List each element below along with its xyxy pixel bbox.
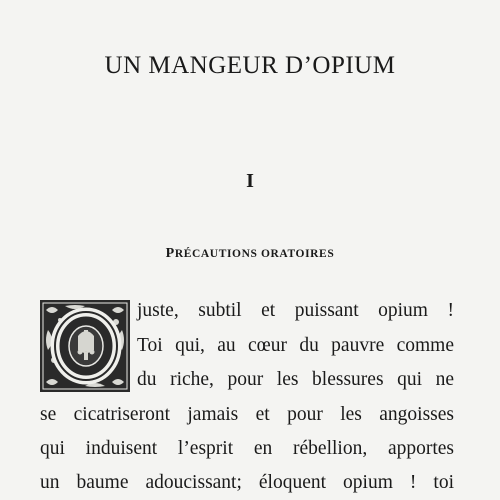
text-line-3: du riche, pour les blessures qui ne xyxy=(137,369,454,390)
chapter-number: I xyxy=(246,170,254,192)
section-heading-rest: RÉCAUTIONS ORATOIRES xyxy=(174,248,335,260)
text-line-6: un baume adoucissant; éloquent opium ! toi xyxy=(40,472,454,493)
section-heading xyxy=(0,246,500,262)
text-line-4: se cicatriseront jamais et pour les angoisses xyxy=(40,404,454,425)
ornamental-dropcap-o xyxy=(40,300,130,392)
book-title: UN MANGEUR D’OPIUM xyxy=(104,52,396,79)
section-heading-initial: P xyxy=(165,246,175,261)
text-line-1: juste, subtil et puissant opium ! xyxy=(137,300,454,321)
text-line-5: qui induisent l’esprit en rébellion, apportes xyxy=(40,438,454,459)
dropcap-letter: O xyxy=(85,352,87,353)
text-line-2: Toi qui, au cœur du pauvre comme xyxy=(137,335,454,356)
